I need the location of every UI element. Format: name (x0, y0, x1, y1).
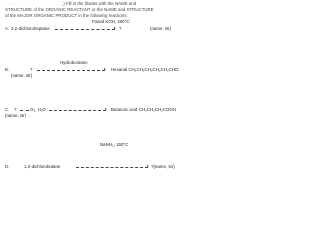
instructions-line-3: of the MAJOR ORGANIC PRODUCT in the following reactions: (5, 13, 128, 18)
reaction-d-product: ?(name, str) (151, 164, 175, 169)
reaction-a-note: (name, str) (150, 26, 172, 31)
reaction-d-reactant: 1,2-dichlorobutane (24, 164, 61, 169)
reaction-b-reactant-note: (name, str) (11, 73, 33, 78)
reaction-a-reactant: 2,2-dichloroheptane (11, 26, 50, 31)
reaction-c-arrowhead (105, 108, 107, 110)
reaction-c-arrow-left (20, 110, 29, 111)
reaction-a-condition: Fused KOH, 200°C (92, 19, 130, 24)
reaction-d-label: D. (5, 164, 10, 169)
instructions-line-1: .) Fill in the blanks with the NAME and (62, 1, 137, 6)
reaction-d-condition: NaNH₂, 150°C (100, 142, 129, 147)
reaction-b-arrowhead (104, 68, 106, 70)
reaction-b-reactant: ? (30, 67, 33, 72)
reaction-b-condition: Hydroboration (60, 60, 88, 65)
reaction-a-arrowhead (114, 27, 116, 29)
reaction-a-label: A. (5, 26, 10, 31)
reaction-c-label: C. (5, 107, 10, 112)
instructions-line-2: STRUCTURE of the ORGANIC REACTANT or the NAME and STRUCTURE (5, 7, 154, 12)
reaction-d-arrowhead (147, 165, 149, 167)
reaction-d-arrow (76, 167, 148, 168)
reaction-b-label: B. (5, 67, 10, 72)
reaction-a-arrow (55, 29, 115, 30)
reaction-c-reagent: O₃, H₂O (30, 107, 46, 112)
instructions-prefix: . . . . . . . . . . . . (5, 1, 34, 6)
reaction-c-product: Butanoic acid CH₃CH₂CH₂COOH (111, 107, 176, 112)
reaction-c-reactant-note: (name, str) (5, 113, 27, 118)
reaction-c-arrow-right (49, 110, 106, 111)
reaction-b-product: Hexanal CH₃CH₂CH₂CH₂CH₂CHO (111, 67, 179, 72)
reaction-b-arrow (37, 70, 105, 71)
reaction-c-reactant: ? (14, 107, 17, 112)
reaction-a-product: ? (119, 26, 122, 31)
